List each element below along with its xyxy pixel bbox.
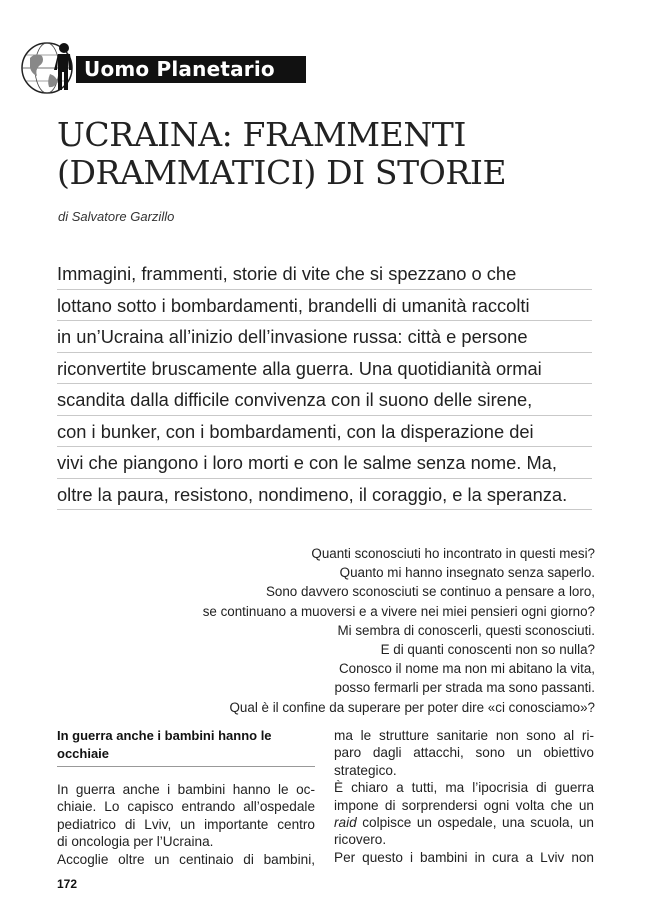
body-line: strategico.	[334, 762, 397, 778]
body-column-left	[57, 727, 315, 868]
lede-line: scandita dalla difficile convivenza con il suono delle sirene,	[57, 384, 592, 416]
body-column-right	[334, 727, 594, 866]
body-line: di oncologia per l’Ucraina.	[57, 834, 214, 850]
poem-verse: E di quanti conoscenti non so nulla?	[380, 642, 595, 658]
lede-line: Immagini, frammenti, storie di vite che si spezzano o che	[57, 258, 592, 290]
byline: di Salvatore Garzillo	[58, 209, 175, 224]
lede-line: vivi che piangono i loro morti e con le salme senza nome. Ma,	[57, 447, 592, 479]
body-line: ricovero.	[334, 832, 387, 848]
body-line: chiaie. Lo capisco entrando all’ospedale	[57, 799, 315, 815]
body-line: In guerra anche i bambini hanno le oc-	[57, 782, 315, 797]
lede-line: in un’Ucraina all’inizio dell’invasione russa: città e persone	[57, 321, 592, 353]
body-line: paro dagli attacchi, sono un obiettivo	[334, 745, 594, 761]
article-title	[57, 116, 617, 192]
body-line-rest: colpisce un ospedale, una scuola, un	[356, 815, 594, 831]
lede-line: riconvertite bruscamente alla guerra. Una quotidianità ormai	[57, 353, 592, 385]
body-text-right	[334, 727, 594, 866]
body-text-left	[57, 781, 315, 868]
article-title-line: UCRAINA: FRAMMENTI	[57, 115, 467, 154]
poem-verse: posso fermarli per strada ma sono passanti.	[334, 680, 595, 696]
body-line: impone di sorprendersi ogni volta che un	[334, 797, 594, 813]
italic-term: raid	[334, 815, 357, 831]
article-title-line: (DRAMMATICI) DI STORIE	[57, 153, 507, 192]
poem-verse: Quanti sconosciuti ho incontrato in questi mesi?	[311, 546, 595, 561]
body-line: pediatrico di Lviv, un importante centro	[57, 816, 315, 832]
poem-verse: Mi sembra di conoscerli, questi sconosciuti.	[337, 622, 595, 638]
lede	[57, 258, 592, 510]
body-line	[334, 814, 594, 831]
globe-with-man-icon	[20, 38, 82, 100]
body-line: ma le strutture sanitarie non sono al ri-	[334, 728, 594, 743]
lede-line: oltre la paura, resistono, nondimeno, il coraggio, e la speranza.	[57, 479, 592, 511]
epigraph-poem	[95, 544, 595, 717]
poem-verse: se continuano a muoversi e a vivere nei miei pensieri ogni giorno?	[202, 603, 595, 619]
section-header	[20, 38, 290, 100]
body-line: Per questo i bambini in cura a Lviv non	[334, 849, 594, 865]
body-line: È chiaro a tutti, ma l’ipocrisia di guerra	[334, 780, 594, 796]
subheading: In guerra anche i bambini hanno le occhiaie	[57, 727, 315, 767]
section-tag: Uomo Planetario	[76, 56, 306, 83]
page-number: 172	[57, 877, 78, 891]
body-line: Accoglie oltre un centinaio di bambini,	[57, 851, 315, 867]
poem-verse: Qual è il confine da superare per poter dire «ci conosciamo»?	[229, 699, 595, 715]
poem-verse: Quanto mi hanno insegnato senza saperlo.	[339, 565, 595, 581]
poem-verse: Sono davvero sconosciuti se continuo a pensare a loro,	[265, 584, 595, 600]
lede-line: con i bunker, con i bombardamenti, con la disperazione dei	[57, 416, 592, 448]
lede-line: lottano sotto i bombardamenti, brandelli di umanità raccolti	[57, 290, 592, 322]
poem-verse: Conosco il nome ma non mi abitano la vita,	[338, 661, 595, 677]
